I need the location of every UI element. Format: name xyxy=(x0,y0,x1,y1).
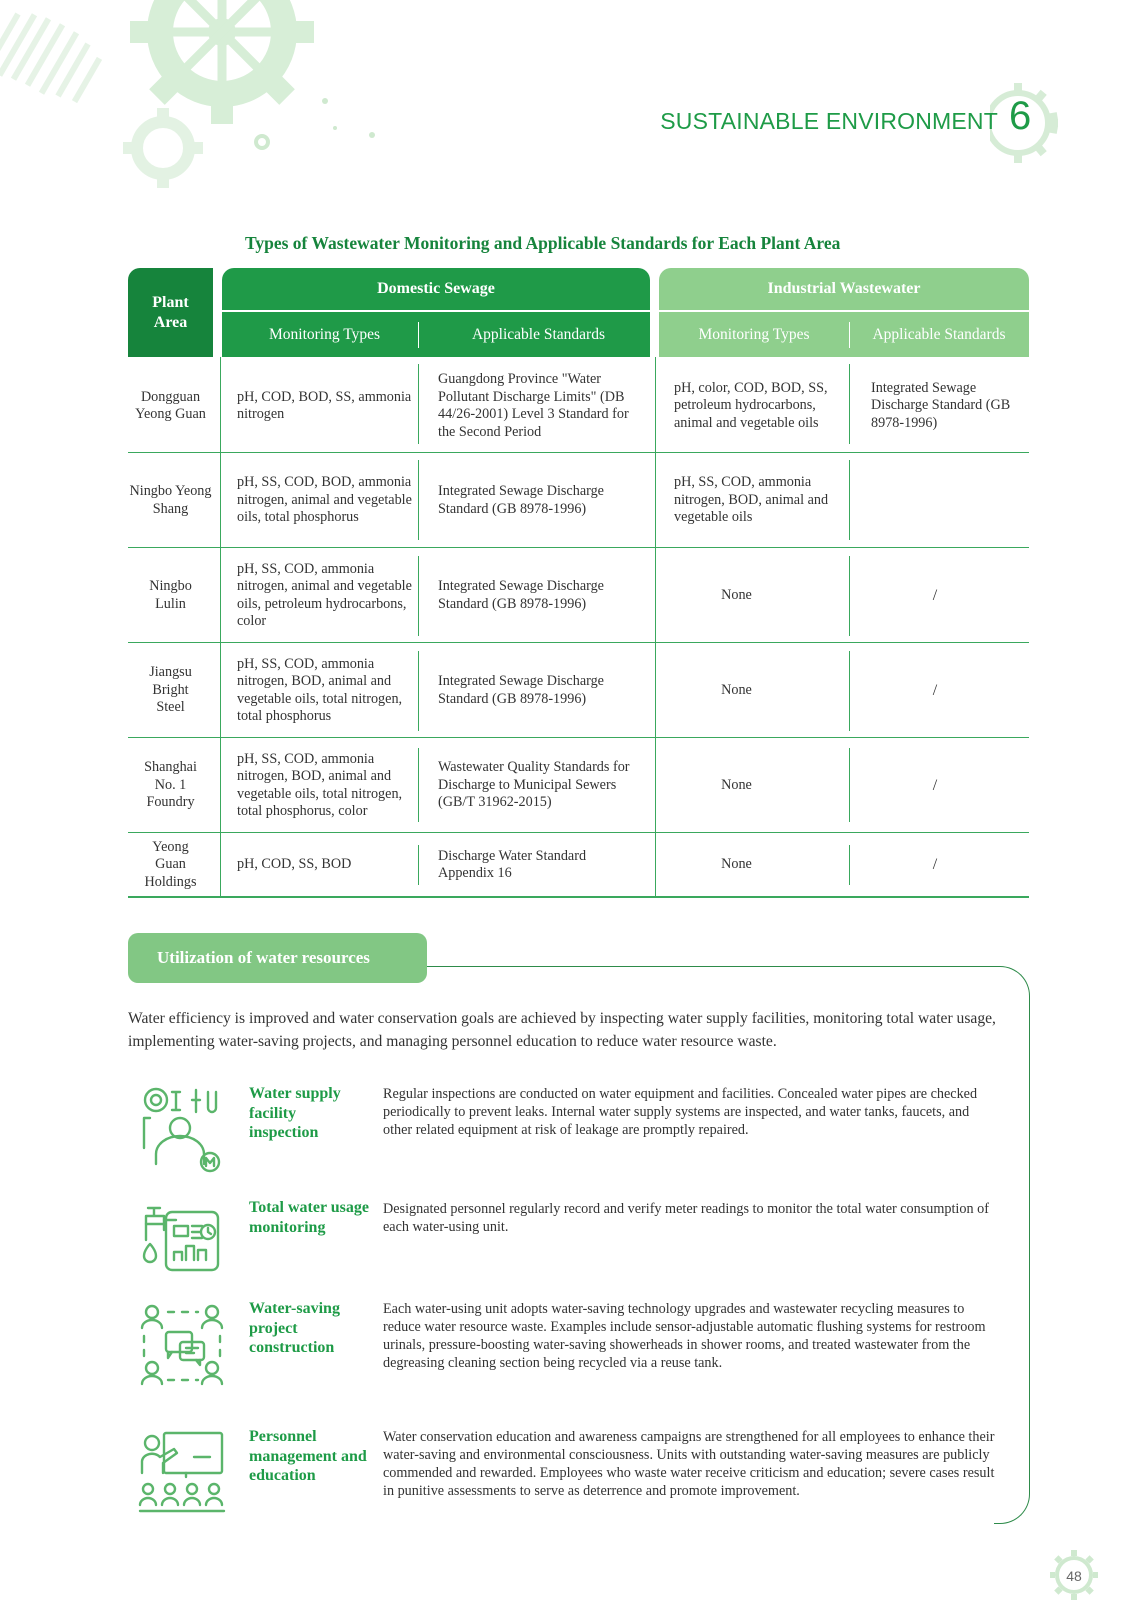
table-bottom-border xyxy=(128,896,1029,898)
water-meter-monitoring-icon xyxy=(136,1196,228,1288)
cell-industrial-monitoring: None xyxy=(721,681,752,698)
section-heading-tab: Utilization of water resources xyxy=(128,933,427,983)
cell-domestic-standard: Integrated Sewage Discharge Standard (GB 8978-1996) xyxy=(438,578,604,612)
item-text: Regular inspections are conducted on water equipment and facilities. Concealed water pipes are checked periodically to prevent leaks. Internal water supply systems are inspected, and water tanks, faucets, and other related equipment at risk of leakage are promptly repaired. xyxy=(383,1086,978,1138)
table-row xyxy=(128,738,1029,833)
cell-divider xyxy=(418,845,419,885)
header-divider xyxy=(418,322,419,348)
cell-domestic-standard: Wastewater Quality Standards for Discharge to Municipal Sewers (GB/T 31962-2015) xyxy=(438,759,630,811)
column-header-plant-area: Plant Area xyxy=(128,268,213,357)
cell-plant: Yeong Guan Holdings xyxy=(144,838,197,890)
cell-divider xyxy=(849,748,850,822)
cell-plant: Jiangsu Bright Steel xyxy=(149,664,192,716)
section-title: SUSTAINABLE ENVIRONMENT xyxy=(660,108,998,134)
section-frame-line xyxy=(427,966,995,967)
cell-domestic-monitoring: pH, SS, COD, ammonia nitrogen, BOD, animal and vegetable oils, total nitrogen, total phosphorus, color xyxy=(237,750,403,819)
cell-divider xyxy=(418,556,419,636)
section-intro-text: Water efficiency is improved and water conservation goals are achieved by inspecting water supply facilities, monitoring total water usage, implementing water-saving projects, and managing personnel education to reduce water resource waste. xyxy=(128,1010,996,1050)
cell-industrial-standard xyxy=(871,453,1021,548)
item-text: Each water-using unit adopts water-saving technology upgrades and wastewater recycling measures to reduce water resource waste. Examples include sensor-adjustable automatic flushing systems for restroom urinals, pressure-boosting water-saving showerheads in shower rooms, and treated wastewater from the degreasing cleaning section being recycled via a reuse tank. xyxy=(383,1301,986,1371)
cell-industrial-monitoring: None xyxy=(721,776,752,793)
cell-divider xyxy=(849,556,850,636)
cell-domestic-standard: Integrated Sewage Discharge Standard (GB 8978-1996) xyxy=(438,483,604,517)
cell-divider xyxy=(418,364,419,444)
cell-industrial-standard: / xyxy=(932,681,938,699)
classroom-training-icon xyxy=(136,1427,228,1519)
cell-divider xyxy=(849,460,850,540)
page-number: 48 xyxy=(1066,1568,1082,1584)
item-heading: Water-saving project construction xyxy=(249,1300,340,1356)
cell-divider xyxy=(849,651,850,731)
cell-industrial-standard: Integrated Sewage Discharge Standard (GB 8978-1996) xyxy=(871,379,1011,431)
table-row xyxy=(128,453,1029,548)
cell-industrial-monitoring: pH, SS, COD, ammonia nitrogen, BOD, animal and vegetable oils xyxy=(674,474,829,526)
cell-industrial-monitoring: None xyxy=(721,586,752,603)
cell-divider xyxy=(849,845,850,885)
cell-plant: Dongguan Yeong Guan xyxy=(135,388,206,422)
item-text: Designated personnel regularly record and verify meter readings to monitor the total water consumption of each water-using unit. xyxy=(383,1201,989,1235)
table-row xyxy=(128,833,1029,897)
cell-domestic-monitoring: pH, SS, COD, BOD, ammonia nitrogen, animal and vegetable oils, total phosphorus xyxy=(237,474,412,526)
item-heading: Total water usage monitoring xyxy=(249,1199,369,1236)
team-discussion-icon xyxy=(136,1298,228,1390)
section-frame-line xyxy=(1029,1000,1030,1490)
table-row xyxy=(128,643,1029,738)
cell-industrial-standard: / xyxy=(932,586,938,604)
cell-plant: Ningbo Yeong Shang xyxy=(129,483,212,517)
cell-domestic-monitoring: pH, COD, SS, BOD xyxy=(237,856,352,873)
cell-domestic-monitoring: pH, SS, COD, ammonia nitrogen, animal and vegetable oils, petroleum hydrocarbons, color xyxy=(237,560,412,629)
table-row xyxy=(128,360,1029,452)
column-header-domestic-standards: Applicable Standards xyxy=(427,312,650,357)
column-header-industrial-monitoring: Monitoring Types xyxy=(659,312,849,357)
cell-industrial-monitoring: None xyxy=(721,856,752,873)
cell-domestic-standard: Discharge Water Standard Appendix 16 xyxy=(438,847,587,881)
item-heading: Water supply facility inspection xyxy=(249,1085,341,1141)
cell-plant: Shanghai No. 1 Foundry xyxy=(144,759,197,811)
section-number: 6 xyxy=(1009,94,1032,138)
cell-divider xyxy=(418,651,419,731)
cell-domestic-standard: Integrated Sewage Discharge Standard (GB 8978-1996) xyxy=(438,673,604,707)
water-supply-inspection-icon xyxy=(136,1086,228,1178)
cell-plant: Ningbo Lulin xyxy=(149,578,192,612)
section-frame-corner xyxy=(994,966,1030,1002)
gear-decoration-icon xyxy=(0,0,400,200)
cell-divider xyxy=(849,364,850,444)
cell-domestic-monitoring: pH, SS, COD, ammonia nitrogen, BOD, animal and vegetable oils, total nitrogen, total phosphorus xyxy=(237,655,403,724)
group-header-industrial-wastewater: Industrial Wastewater xyxy=(659,268,1029,310)
group-header-domestic-sewage: Domestic Sewage xyxy=(222,268,650,310)
cell-divider xyxy=(418,748,419,822)
cell-domestic-standard: Guangdong Province "Water Pollutant Discharge Limits" (DB 44/26-2001) Level 3 Standard for the Second Period xyxy=(438,371,629,440)
cell-industrial-standard: / xyxy=(932,856,938,874)
column-header-domestic-monitoring: Monitoring Types xyxy=(222,312,427,357)
cell-industrial-standard: / xyxy=(932,776,938,794)
header-divider xyxy=(849,322,850,348)
section-frame-corner xyxy=(994,1488,1030,1524)
cell-divider xyxy=(418,460,419,540)
table-row xyxy=(128,548,1029,643)
cell-industrial-monitoring: pH, color, COD, BOD, SS, petroleum hydrocarbons, animal and vegetable oils xyxy=(674,379,828,431)
table-title: Types of Wastewater Monitoring and Applicable Standards for Each Plant Area xyxy=(245,233,841,253)
column-header-industrial-standards: Applicable Standards xyxy=(849,312,1029,357)
item-text: Water conservation education and awareness campaigns are strengthened for all employees to enhance their water-saving and environmental consciousness. Units with outstanding water-saving measures are publicly commended and rewarded. Employees who waste water receive criticism and education; severe cases result in punitive assessments to serve as deterrence and promote improvement. xyxy=(383,1429,995,1499)
cell-domestic-monitoring: pH, COD, BOD, SS, ammonia nitrogen xyxy=(237,388,412,422)
item-heading: Personnel management and education xyxy=(249,1428,367,1484)
